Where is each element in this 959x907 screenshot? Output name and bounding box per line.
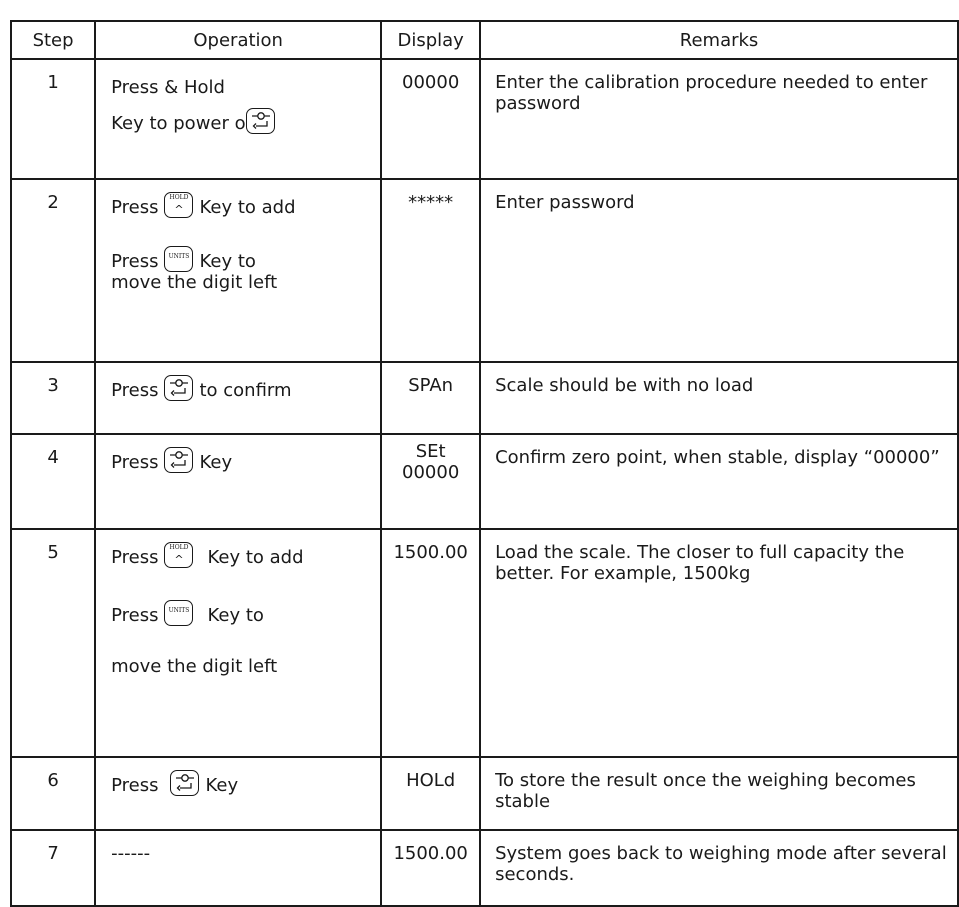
display-cell xyxy=(381,830,480,906)
step-number: 2 xyxy=(11,179,95,362)
operation-cell xyxy=(95,529,381,757)
operation-text: Press xyxy=(111,547,159,568)
operation-text: Key to xyxy=(199,251,256,272)
remarks-cell: To store the result once the weighing becomes stable xyxy=(480,757,958,830)
remarks-cell: Scale should be with no load xyxy=(480,362,958,434)
display-value: 1500.00 xyxy=(393,542,468,563)
display-cell xyxy=(381,59,480,179)
units-key-icon: UNITS xyxy=(164,246,193,272)
table-row xyxy=(11,179,958,362)
table-row xyxy=(11,362,958,434)
header-step: Step xyxy=(11,21,95,59)
table-row xyxy=(11,59,958,179)
hold-key-icon: HOLD ^ xyxy=(164,192,193,218)
calibration-table xyxy=(10,20,959,907)
operation-cell xyxy=(95,830,381,906)
operation-line xyxy=(111,192,376,218)
display-value: SEt xyxy=(415,441,446,462)
operation-text: to confirm xyxy=(199,380,292,401)
operation-text: ------ xyxy=(111,843,151,864)
display-cell xyxy=(381,179,480,362)
operation-line xyxy=(111,246,376,272)
table-row xyxy=(11,529,958,757)
operation-text: Key to add xyxy=(199,197,296,218)
remarks-cell: Confirm zero point, when stable, display “00000” xyxy=(480,434,958,529)
operation-text: Press xyxy=(111,197,159,218)
operation-line xyxy=(111,600,376,626)
header-display: Display xyxy=(381,21,480,59)
table-row xyxy=(11,434,958,529)
operation-line xyxy=(111,656,376,677)
operation-text: Key xyxy=(199,452,233,473)
display-cell xyxy=(381,362,480,434)
step-number: 5 xyxy=(11,529,95,757)
operation-line xyxy=(111,72,376,98)
step-number: 3 xyxy=(11,362,95,434)
operation-cell xyxy=(95,757,381,830)
enter-key-icon xyxy=(170,770,199,796)
header-remarks: Remarks xyxy=(480,21,958,59)
operation-text: move the digit left xyxy=(111,272,278,293)
display-cell xyxy=(381,434,480,529)
display-value: 1500.00 xyxy=(393,843,468,864)
remarks-cell: Load the scale. The closer to full capacity the better. For example, 1500kg xyxy=(480,529,958,757)
operation-text: Press xyxy=(111,452,159,473)
hold-key-icon: HOLD ^ xyxy=(164,542,193,568)
step-number: 7 xyxy=(11,830,95,906)
step-number: 6 xyxy=(11,757,95,830)
header-operation: Operation xyxy=(95,21,381,59)
operation-line xyxy=(111,272,376,293)
operation-text: Press xyxy=(111,605,159,626)
operation-text: Key to power o xyxy=(111,113,246,134)
operation-line xyxy=(111,375,376,401)
display-value: 00000 xyxy=(402,72,460,93)
remarks-cell: System goes back to weighing mode after several seconds. xyxy=(480,830,958,906)
remarks-cell: Enter the calibration procedure needed to enter password xyxy=(480,59,958,179)
operation-line xyxy=(111,108,376,134)
operation-text: Press xyxy=(111,380,159,401)
table-row xyxy=(11,830,958,906)
units-key-icon: UNITS xyxy=(164,600,193,626)
operation-line xyxy=(111,542,376,568)
step-number: 1 xyxy=(11,59,95,179)
display-value: HOLd xyxy=(406,770,456,791)
operation-cell xyxy=(95,179,381,362)
operation-text: Key xyxy=(205,775,239,796)
table-row xyxy=(11,757,958,830)
header-row xyxy=(11,21,958,59)
display-value: SPAn xyxy=(408,375,454,396)
display-cell xyxy=(381,757,480,830)
operation-text: Press & Hold xyxy=(111,77,225,98)
enter-key-icon xyxy=(246,108,275,134)
operation-text: move the digit left xyxy=(111,656,278,677)
step-number: 4 xyxy=(11,434,95,529)
operation-line xyxy=(111,770,376,796)
remarks-cell: Enter password xyxy=(480,179,958,362)
operation-cell xyxy=(95,434,381,529)
display-value: 00000 xyxy=(402,462,460,483)
display-cell xyxy=(381,529,480,757)
operation-line xyxy=(111,447,376,473)
operation-cell xyxy=(95,362,381,434)
display-value: ***** xyxy=(408,192,454,213)
operation-text: Key to xyxy=(207,605,264,626)
operation-cell xyxy=(95,59,381,179)
operation-text: Press xyxy=(111,775,159,796)
enter-key-icon xyxy=(164,447,193,473)
enter-key-icon xyxy=(164,375,193,401)
operation-text: Press xyxy=(111,251,159,272)
operation-text: Key to add xyxy=(207,547,304,568)
